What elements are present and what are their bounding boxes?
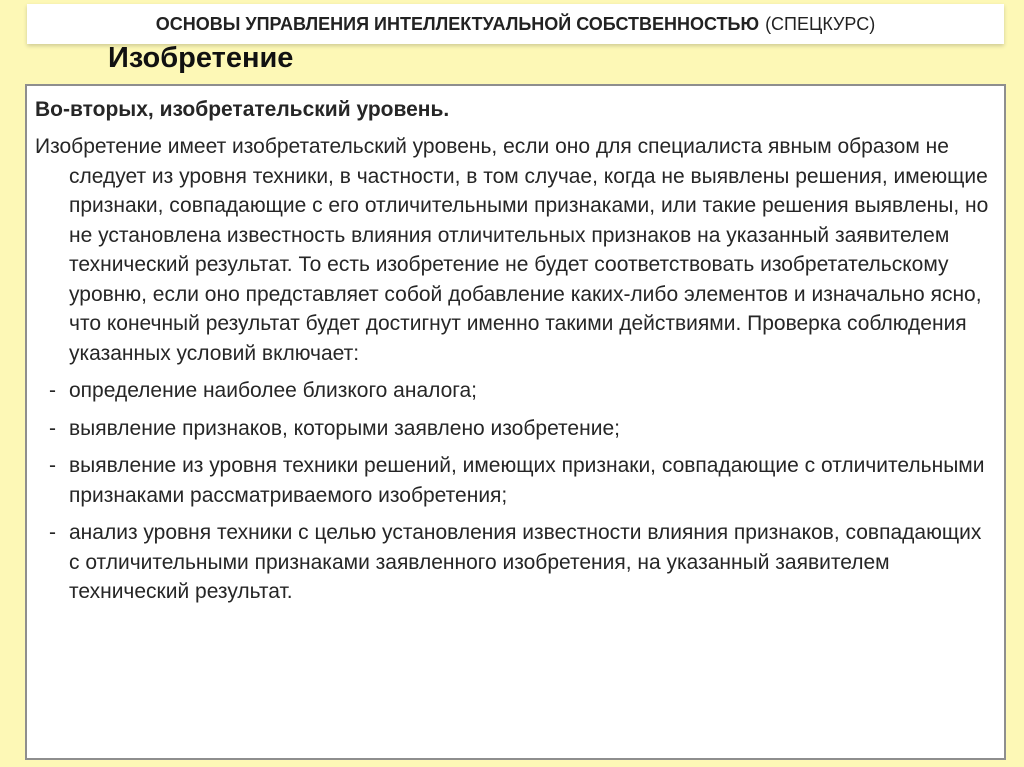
lead-heading: Во-вторых, изобретательский уровень. bbox=[35, 98, 450, 121]
main-paragraph: Изобретение имеет изобретательский уровень, если оно для специалиста явным образом не следует из уровня техники, в частности, в том случае, когда не выявлены решения, имеющие признаки, совпадающие с его отличительными признаками, или такие решения выявлены, но не установлена известность влияния отличительных признаков на указанный заявителем технический результат. То есть изобретение не будет соответствовать изобретательскому уровню, если оно представляет собой добавление каких-либо элементов и изначально ясно, что конечный результат будет достигнут именно такими действиями. Проверка соблюдения указанных условий включает: bbox=[35, 135, 989, 365]
bullet-marker: - bbox=[49, 379, 56, 402]
bullet-item bbox=[35, 514, 990, 607]
bullet-text: выявление из уровня техники решений, имеющих признаки, совпадающие с отличительными признаками рассматриваемого изобретения; bbox=[69, 454, 985, 507]
slide-title: Изобретение bbox=[108, 42, 294, 74]
course-title: ОСНОВЫ УПРАВЛЕНИЯ ИНТЕЛЛЕКТУАЛЬНОЙ СОБСТВЕННОСТЬЮ bbox=[155, 13, 760, 34]
bullet-marker: - bbox=[49, 416, 56, 440]
content-box bbox=[25, 84, 1006, 760]
bullet-text: определение наиболее близкого аналога; bbox=[69, 379, 478, 402]
bullet-item bbox=[35, 447, 990, 510]
bullet-text: выявление признаков, которыми заявлено изобретение; bbox=[69, 416, 620, 440]
bullet-item bbox=[35, 372, 990, 406]
bullet-item bbox=[35, 410, 990, 444]
bullet-marker: - bbox=[49, 454, 56, 477]
bullet-text: анализ уровня техники с целью установления известности влияния признаков, совпадающих с отличительными признаками заявленного изобретения, на указанный заявителем технический результат. bbox=[69, 521, 982, 603]
course-header bbox=[27, 4, 1004, 44]
course-suffix: (СПЕЦКУРС) bbox=[765, 13, 876, 34]
bullet-marker: - bbox=[49, 521, 56, 544]
